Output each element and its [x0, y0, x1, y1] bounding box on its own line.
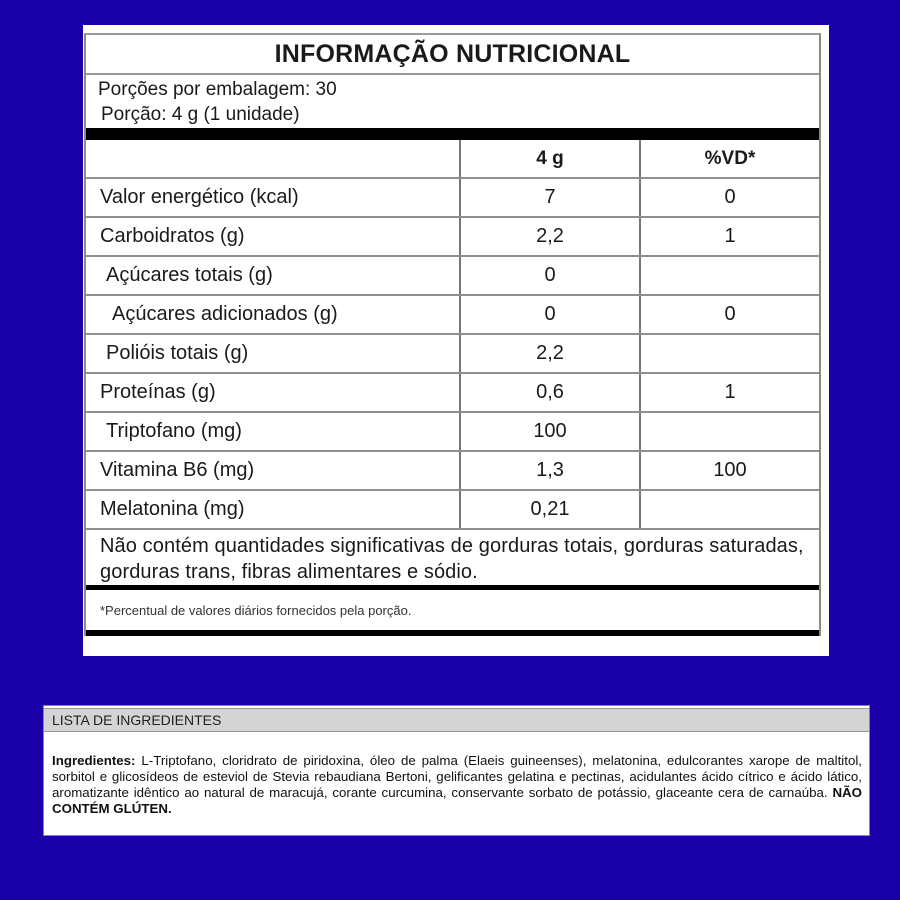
- table-row: [86, 335, 819, 374]
- table-row: [86, 413, 819, 452]
- column-header-dv: %VD*: [639, 140, 819, 177]
- table-row: [86, 374, 819, 413]
- ingredients-header: LISTA DE INGREDIENTES: [44, 708, 869, 732]
- bottom-rule: [86, 630, 819, 636]
- nutrient-label: Açúcares totais (g): [106, 264, 273, 286]
- nutrient-amount: 100: [459, 413, 639, 450]
- nutrient-amount: 2,2: [459, 335, 639, 372]
- column-header-amount: 4 g: [459, 140, 639, 177]
- nutrition-title: INFORMAÇÃO NUTRICIONAL: [86, 35, 819, 75]
- ingredients-list: L-Triptofano, cloridrato de piridoxina, óleo de palma (Elaeis guineenses), melatonina, edulcorantes xarope de maltitol, sorbitol e glicosídeos de esteviol de Stevia rebaudiana Bertoni, gelificantes gelatina e pectinas, acidulantes ácido cítrico e ácido lático, aromatizante idêntico ao natural de maracujá, corante curcumina, conservante sorbato de potássio, glaceante cera de carnaúba.: [52, 753, 862, 800]
- nutrition-panel: [83, 25, 829, 656]
- nutrient-label: Melatonina (mg): [100, 498, 245, 520]
- nutrient-dv: [639, 335, 819, 372]
- nutrient-label: Valor energético (kcal): [100, 186, 299, 208]
- table-row: [86, 491, 819, 530]
- nutrient-dv: [639, 413, 819, 450]
- table-row: [86, 218, 819, 257]
- nutrient-dv: [639, 491, 819, 528]
- nutrient-amount: 0,21: [459, 491, 639, 528]
- insignificant-nutrients-note: Não contém quantidades significativas de gorduras totais, gorduras saturadas, gorduras trans, fibras alimentares e sódio.: [100, 535, 804, 583]
- nutrient-label: Carboidratos (g): [100, 225, 245, 247]
- table-row: [86, 257, 819, 296]
- nutrient-amount: 2,2: [459, 218, 639, 255]
- nutrient-amount: 7: [459, 179, 639, 216]
- nutrient-amount: 0,6: [459, 374, 639, 411]
- nutrient-dv: [639, 257, 819, 294]
- table-header-row: [86, 140, 819, 179]
- table-row: [86, 452, 819, 491]
- header-rule: [86, 128, 819, 140]
- nutrient-dv: 0: [639, 179, 819, 216]
- nutrition-table: [84, 33, 821, 636]
- gluten-notice: NÃO CONTÉM GLÚTEN.: [52, 785, 862, 816]
- nutrient-dv: 1: [639, 218, 819, 255]
- serving-size: Porção: 4 g (1 unidade): [101, 104, 300, 125]
- ingredients-text: [44, 732, 869, 817]
- table-row: [86, 179, 819, 218]
- dv-footnote: *Percentual de valores diários fornecidos pela porção.: [100, 602, 412, 618]
- nutrient-amount: 1,3: [459, 452, 639, 489]
- column-header-nutrient: [86, 140, 459, 177]
- nutrient-dv: 100: [639, 452, 819, 489]
- nutrient-label: Açúcares adicionados (g): [112, 303, 338, 325]
- nutrient-amount: 0: [459, 257, 639, 294]
- table-row: [86, 296, 819, 335]
- nutrient-label: Proteínas (g): [100, 381, 216, 403]
- nutrient-label: Polióis totais (g): [106, 342, 249, 364]
- nutrient-dv: 1: [639, 374, 819, 411]
- servings-per-package: Porções por embalagem: 30: [98, 79, 337, 100]
- nutrient-label: Vitamina B6 (mg): [100, 459, 255, 481]
- ingredients-box: [43, 705, 870, 836]
- nutrient-label: Triptofano (mg): [106, 420, 242, 442]
- serving-info: [86, 75, 819, 128]
- nutrient-amount: 0: [459, 296, 639, 333]
- ingredients-label: Ingredientes:: [52, 753, 136, 768]
- nutrient-dv: 0: [639, 296, 819, 333]
